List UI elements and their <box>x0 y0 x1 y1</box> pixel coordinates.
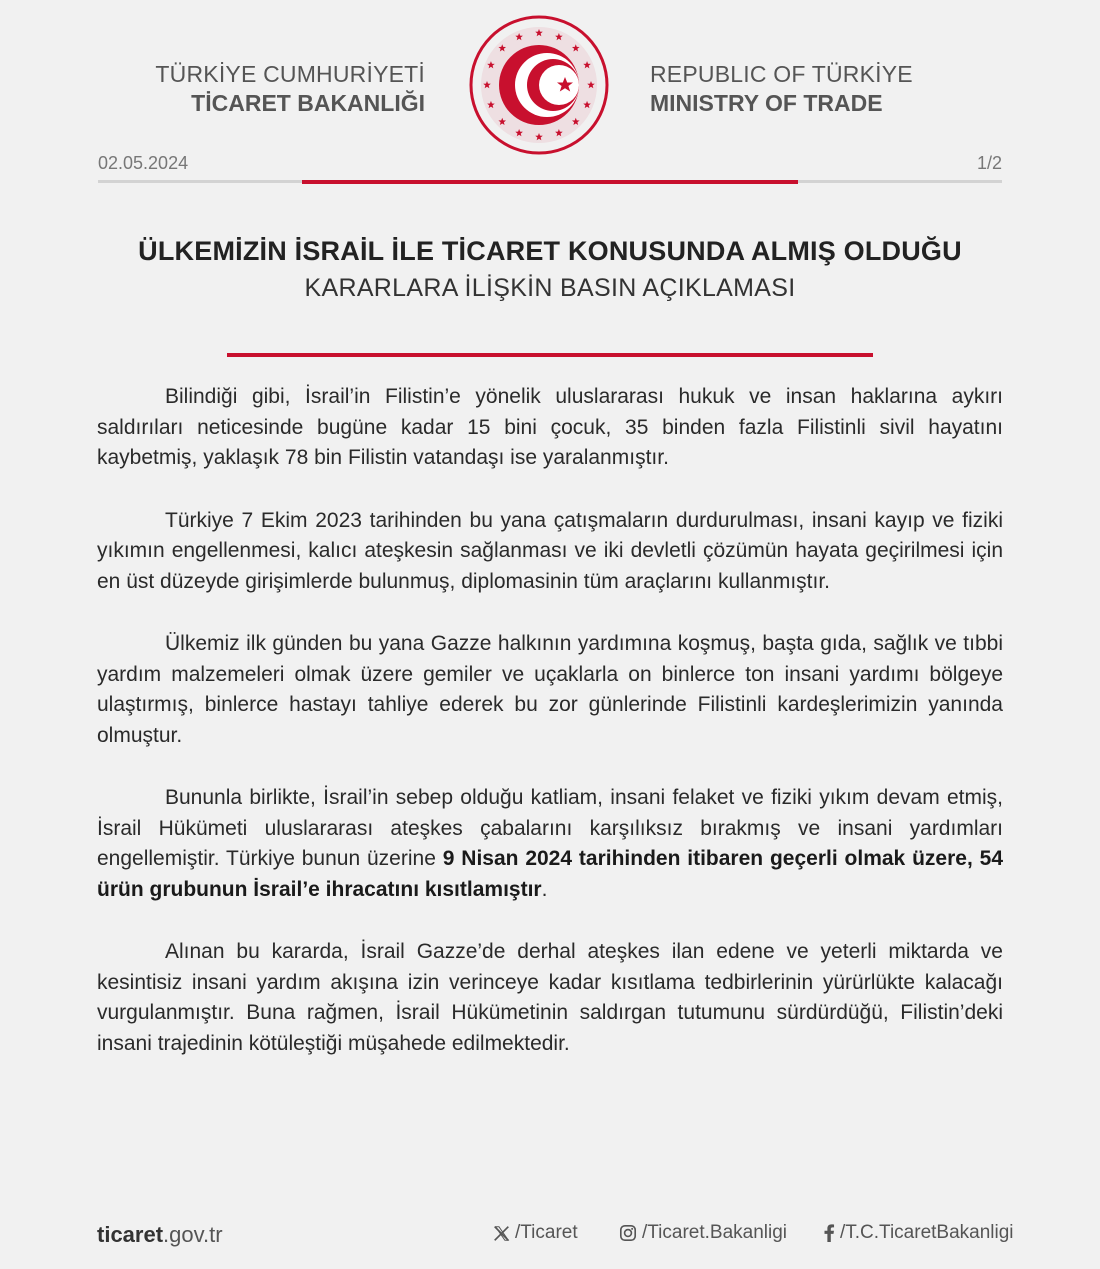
paragraph-4-end: . <box>541 877 548 901</box>
facebook-logo-icon <box>823 1224 835 1242</box>
press-release-body <box>97 382 1003 1091</box>
facebook-handle: /T.C.TicaretBakanligi <box>840 1222 1014 1243</box>
ministry-name-en: MINISTRY OF TRADE <box>650 90 883 116</box>
page-number: 1/2 <box>976 153 1002 173</box>
header-turkish-name <box>130 60 425 118</box>
header-accent-line <box>302 180 798 184</box>
ministry-name-tr: TİCARET BAKANLIĞI <box>191 90 425 116</box>
x-logo-icon <box>493 1225 510 1242</box>
document-date: 02.05.2024 <box>98 153 189 173</box>
x-handle: /Ticaret <box>515 1222 578 1243</box>
republic-name-tr: TÜRKİYE CUMHURİYETİ <box>155 61 425 87</box>
paragraph-5: Alınan bu kararda, İsrail Gazze’de derhal ateşkes ilan edene ve yeterli miktarda ve kesintisiz insani yardım akışına izin verinceye kadar kısıtlama tedbirlerinin yürürlükte kalacağı vurgulanmıştır. Buna rağmen, İsrail Hükümetinin saldırgan tutumunu sürdürdüğü, Filistin’deki insani trajedinin kötüleştiği müşahede edilmektedir. <box>97 940 1003 1055</box>
title-underline <box>227 353 873 357</box>
website-tld: .gov.tr <box>163 1222 223 1247</box>
website-link[interactable] <box>97 1222 223 1248</box>
republic-name-en: REPUBLIC OF TÜRKİYE <box>650 61 913 87</box>
paragraph-4 <box>97 783 1003 905</box>
paragraph-3: Ülkemiz ilk günden bu yana Gazze halkının yardımına koşmuş, başta gıda, sağlık ve tıbbi yardım malzemeleri olmak üzere gemiler ve uçaklarla on binlerce ton insani yardımı bölgeye ulaştırmış, binlerce hastayı tahliye ederek bu zor günlerinde Filistinli kardeşlerimizin yanında olmuştur. <box>97 632 1003 747</box>
paragraph-4-text: Bununla birlikte, İsrail’in sebep olduğu katliam, insani felaket ve fiziki yıkım devam etmiş, İsrail Hükümeti uluslararası ateşkes çabalarını karşılıksız bırakmış ve insani yardımları engellemiştir. Türkiye bunun üzerine <box>97 786 1003 870</box>
document-title: ÜLKEMİZİN İSRAİL İLE TİCARET KONUSUNDA ALMIŞ OLDUĞU <box>138 236 962 266</box>
document-subtitle: KARARLARA İLİŞKİN BASIN AÇIKLAMASI <box>304 274 796 302</box>
paragraph-2: Türkiye 7 Ekim 2023 tarihinden bu yana çatışmaların durdurulması, insani kayıp ve fiziki yıkımın engellenmesi, kalıcı ateşkesin sağlanması ve iki devletli çözümün hayata geçirilmesi için en üst düzeyde girişimlerde bulunmuş, diplomasinin tüm araçlarını kullanmıştır. <box>97 508 1003 593</box>
instagram-social-link[interactable] <box>619 1222 787 1244</box>
ministry-emblem-icon <box>469 15 609 155</box>
website-domain: ticaret <box>97 1222 164 1247</box>
paragraph-1: Bilindiği gibi, İsrail’in Filistin’e yönelik uluslararası hukuk ve insan haklarına aykırı saldırıları neticesinde bugüne kadar 15 bini çocuk, 35 binden fazla Filistinli sivil hayatını kaybetmiş, yaklaşık 78 bin Filistin vatandaşı ise yaralanmıştır. <box>97 385 1003 469</box>
facebook-social-link[interactable] <box>823 1222 1014 1244</box>
header-english-name <box>650 60 950 118</box>
x-social-link[interactable] <box>493 1222 578 1244</box>
instagram-handle: /Ticaret.Bakanligi <box>642 1222 788 1243</box>
paragraph-4-emphasis: 9 Nisan 2024 tarihinden itibaren geçerli olmak üzere, 54 ürün grubunun İsrail’e ihracatını kısıtlamıştır <box>97 847 1003 901</box>
instagram-logo-icon <box>619 1224 637 1242</box>
